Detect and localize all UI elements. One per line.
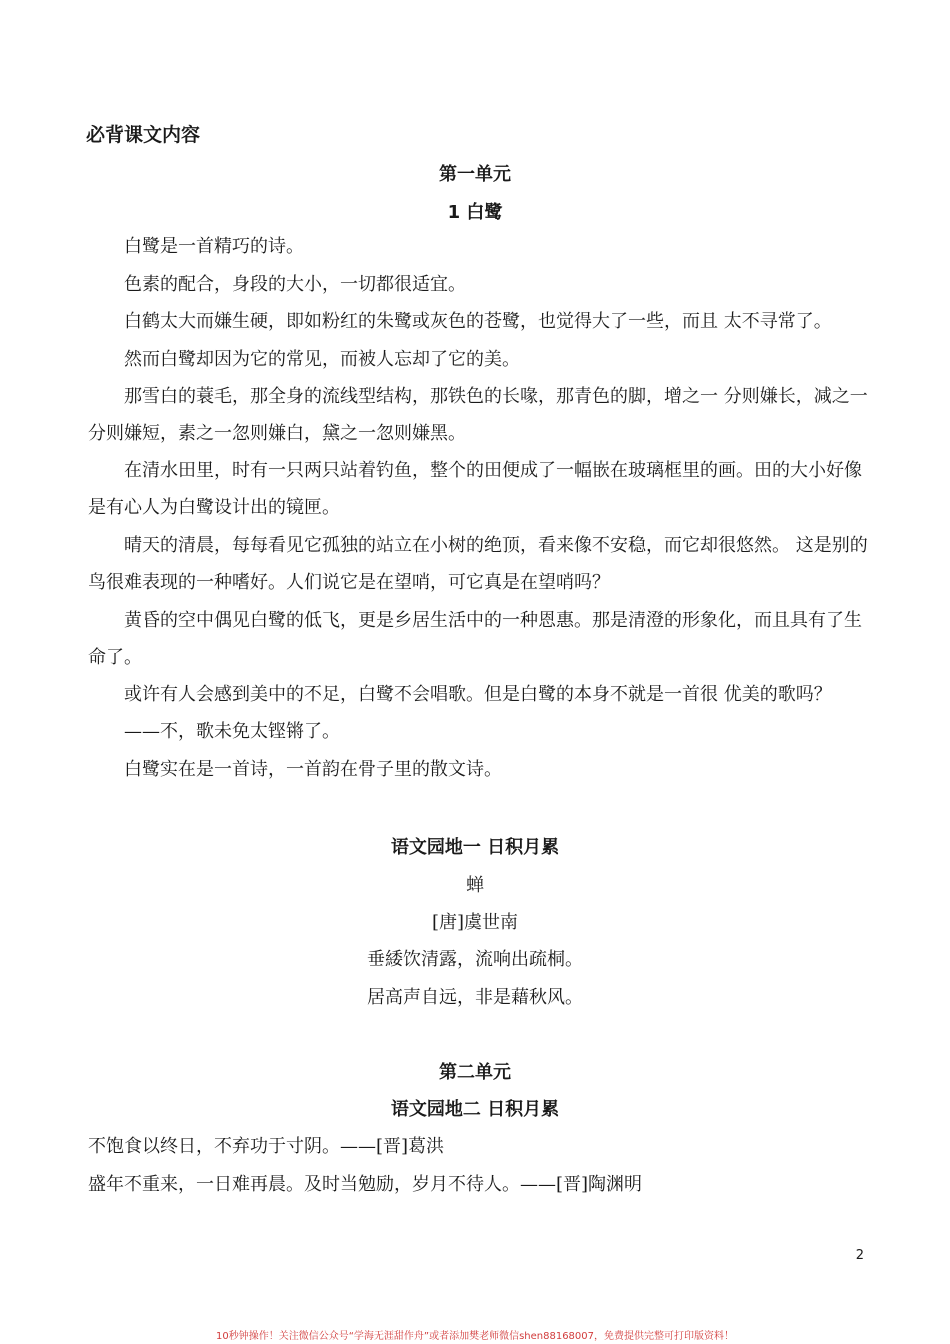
paragraph: 白鹭是一首精巧的诗。 xyxy=(124,236,304,257)
poem-title: 蝉 xyxy=(466,875,484,896)
paragraph: ——不，歌未免太铿锵了。 xyxy=(124,721,340,742)
lesson-title: 1 白鹭 xyxy=(447,202,503,223)
footer-note: 10秒钟操作！关注微信公众号“学海无涯甜作舟”或者添加樊老师微信shen88168007，免费提供完整可打印版资料！ xyxy=(215,1331,735,1342)
unit1-title: 第一单元 xyxy=(439,164,511,185)
paragraph: 黄昏的空中偶见白鹭的低飞，更是乡居生活中的一种恩惠。那是清澄的形象化，而且具有了生命了。 xyxy=(88,610,862,668)
page-number: 2 xyxy=(855,1248,864,1263)
paragraph: 在清水田里，时有一只两只站着钓鱼，整个的田便成了一幅嵌在玻璃框里的画。田的大小好像是有心人为白鹭设计出的镜匣。 xyxy=(88,460,862,518)
paragraph: 晴天的清晨，每每看见它孤独的站立在小树的绝顶，看来像不安稳，而它却很悠然。 这是别的鸟很难表现的一种嗜好。人们说它是在望哨，可它真是在望哨吗？ xyxy=(88,535,868,593)
section-title: 必背课文内容 xyxy=(86,124,201,146)
quote-line: 盛年不重来，一日难再晨。及时当勉励，岁月不待人。——[晋]陶渊明 xyxy=(88,1174,643,1195)
paragraph: 白鹤太大而嫌生硬，即如粉红的朱鹭或灰色的苍鹭，也觉得大了一些，而且 太不寻常了。 xyxy=(124,311,832,332)
poem-author: [唐]虞世南 xyxy=(431,912,519,933)
paragraph: 那雪白的蓑毛，那全身的流线型结构，那铁色的长喙，那青色的脚，增之一 分则嫌长，减之一分则嫌短，素之一忽则嫌白，黛之一忽则嫌黑。 xyxy=(88,386,868,444)
paragraph: 白鹭实在是一首诗，一首韵在骨子里的散文诗。 xyxy=(124,759,502,780)
quote-line: 不饱食以终日，不弃功于寸阴。——[晋]葛洪 xyxy=(88,1136,445,1157)
garden2-title: 语文园地二 日积月累 xyxy=(390,1099,560,1120)
poem-line: 居高声自远，非是藉秋风。 xyxy=(367,987,583,1008)
poem-line: 垂緌饮清露，流响出疏桐。 xyxy=(367,949,583,970)
paragraph: 色素的配合，身段的大小，一切都很适宜。 xyxy=(124,274,466,295)
paragraph: 然而白鹭却因为它的常见，而被人忘却了它的美。 xyxy=(124,349,520,370)
paragraph: 或许有人会感到美中的不足，白鹭不会唱歌。但是白鹭的本身不就是一首很 优美的歌吗？ xyxy=(124,684,832,705)
garden1-title: 语文园地一 日积月累 xyxy=(390,837,560,858)
unit2-title: 第二单元 xyxy=(439,1062,511,1083)
